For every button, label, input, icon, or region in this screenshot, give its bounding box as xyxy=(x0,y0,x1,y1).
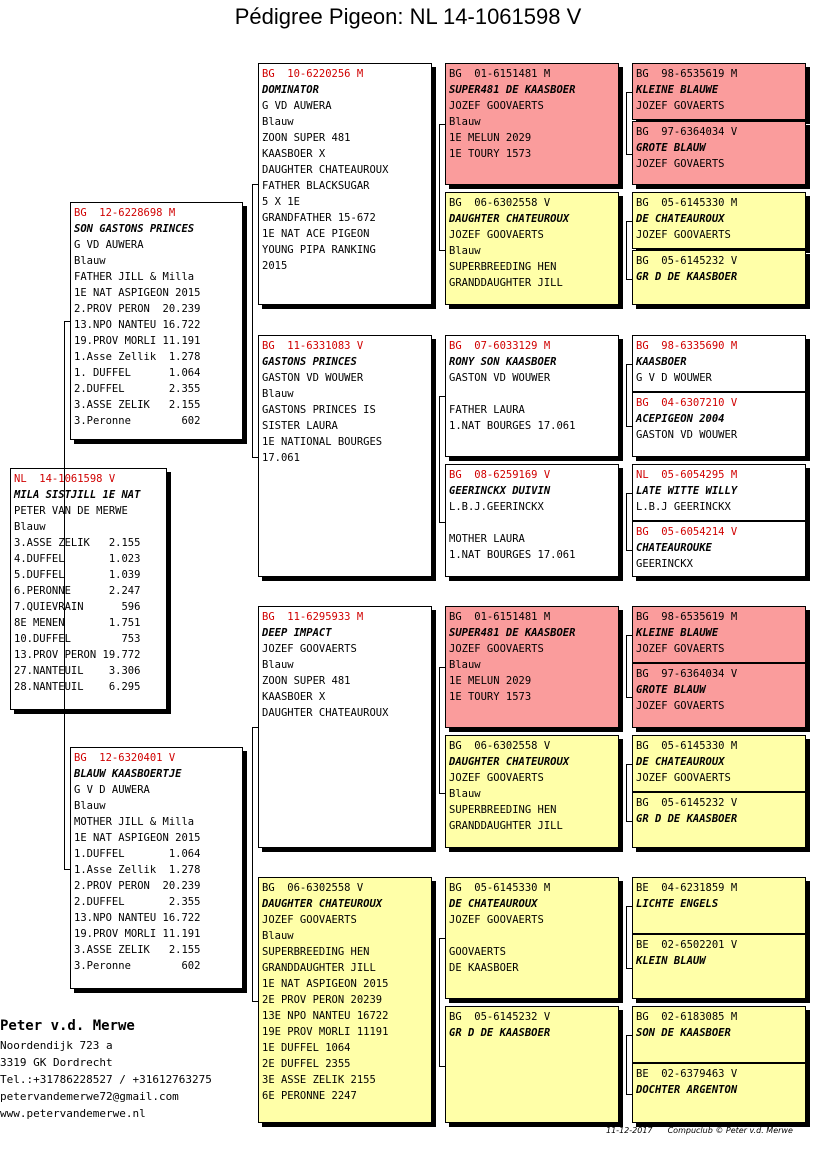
pigeon-name: KAASBOER xyxy=(636,356,687,368)
pigeon-name: GROTE BLAUW xyxy=(636,684,706,696)
pigeon-detail-line: ZOON SUPER 481 xyxy=(262,675,351,687)
pigeon-card-mff xyxy=(445,606,619,728)
pigeon-card-mm xyxy=(258,877,432,1123)
pigeon-detail-line: GRANDFATHER 15-672 xyxy=(262,212,376,224)
footer-date: 11-12-2017 xyxy=(606,1126,653,1135)
pedigree-connector xyxy=(252,727,259,1002)
pigeon-name: ACEPIGEON 2004 xyxy=(636,413,725,425)
pigeon-detail-line: SUPERBREEDING HEN xyxy=(449,804,557,816)
pigeon-name: DOCHTER ARGENTON xyxy=(636,1084,738,1096)
ring-number: BE 02-6379463 V xyxy=(636,1068,738,1080)
ring-number: BG 06-6302558 V xyxy=(449,740,551,752)
pigeon-detail-line: 1E NAT ASPIGEON 2015 xyxy=(74,832,201,844)
pedigree-connector xyxy=(439,396,446,523)
owner-phone: Tel.:+31786228527 / +31612763275 xyxy=(0,1073,212,1086)
ring-number: BG 12-6320401 V xyxy=(74,752,176,764)
pigeon-detail-line: 1.Asse Zellik 1.278 xyxy=(74,864,201,876)
pigeon-detail-line: Blauw xyxy=(262,116,294,128)
pigeon-name: DAUGHTER CHATEUROUX xyxy=(449,213,570,225)
pigeon-detail-line: FATHER BLACKSUGAR xyxy=(262,180,370,192)
pigeon-detail-line: 5 X 1E xyxy=(262,196,300,208)
breeder-name: GASTON VD WOUWER xyxy=(636,429,738,441)
pigeon-detail-line: 6E PERONNE 2247 xyxy=(262,1090,357,1102)
ring-number: BG 08-6259169 V xyxy=(449,469,551,481)
owner-email[interactable]: petervandemerwe72@gmail.com xyxy=(0,1090,179,1103)
ring-number: BG 04-6307210 V xyxy=(636,397,738,409)
breeder-name: JOZEF GOOVAERTS xyxy=(636,229,731,241)
pigeon-name: GASTONS PRINCES xyxy=(262,356,357,368)
pedigree-connector xyxy=(626,364,633,427)
pigeon-detail-line: 13E NPO NANTEU 16722 xyxy=(262,1010,389,1022)
pigeon-name: GR D DE KAASBOER xyxy=(636,813,738,825)
pigeon-detail-line: Blauw xyxy=(262,388,294,400)
page-title: Pédigree Pigeon: NL 14-1061598 V xyxy=(234,4,582,29)
pigeon-card-g5 xyxy=(632,335,806,392)
pigeon-card-ff xyxy=(258,63,432,305)
pigeon-name: SON GASTONS PRINCES xyxy=(74,223,195,235)
ring-number: BG 98-6535619 M xyxy=(636,68,738,80)
footer-credit: Compuclub © Peter v.d. Merwe xyxy=(667,1126,793,1135)
ring-number: BG 06-6302558 V xyxy=(449,197,551,209)
pedigree-connector xyxy=(626,906,633,969)
pigeon-name: KLEINE BLAUWE xyxy=(636,84,719,96)
pigeon-detail-line: 8E MENEN 1.751 xyxy=(14,617,141,629)
pigeon-card-g16 xyxy=(632,1063,806,1123)
ring-number: BG 98-6535619 M xyxy=(636,611,738,623)
pigeon-card-g7 xyxy=(632,464,806,521)
pedigree-connector xyxy=(439,667,446,794)
pigeon-detail-line: 3.Peronne 602 xyxy=(74,415,201,427)
pigeon-detail-line: 4.DUFFEL 1.023 xyxy=(14,553,141,565)
pigeon-detail-line: 7.QUIEVRAIN 596 xyxy=(14,601,141,613)
ring-number: BG 97-6364034 V xyxy=(636,126,738,138)
pigeon-detail-line: 1E TOURY 1573 xyxy=(449,691,532,703)
breeder-name: L.B.J GEERINCKX xyxy=(636,501,731,513)
footer xyxy=(606,1126,793,1135)
pigeon-card-g9 xyxy=(632,606,806,663)
breeder-name: JOZEF GOVAERTS xyxy=(636,643,725,655)
pigeon-card-fmm xyxy=(445,464,619,577)
pigeon-detail-line: 1.DUFFEL 1.064 xyxy=(74,848,201,860)
pedigree-connector xyxy=(626,92,633,156)
breeder-name: JOZEF GOOVAERTS xyxy=(449,100,544,112)
owner-website[interactable]: www.petervandemerwe.nl xyxy=(0,1107,146,1120)
pigeon-detail-line: Blauw xyxy=(449,788,481,800)
pigeon-name: GR D DE KAASBOER xyxy=(636,271,738,283)
pigeon-detail-line: KAASBOER X xyxy=(262,691,326,703)
breeder-name: JOZEF GOOVAERTS xyxy=(449,643,544,655)
pigeon-detail-line: 1.NAT BOURGES 17.061 xyxy=(449,549,576,561)
pigeon-card-g8 xyxy=(632,521,806,577)
pigeon-detail-line: Blauw xyxy=(449,659,481,671)
pigeon-card-g4 xyxy=(632,250,806,305)
ring-number: BE 02-6502201 V xyxy=(636,939,738,951)
pigeon-detail-line: SUPERBREEDING HEN xyxy=(449,261,557,273)
pigeon-name: DE CHATEAUROUX xyxy=(636,756,725,768)
ring-number: BG 05-6054214 V xyxy=(636,526,738,538)
pigeon-name: MILA SISTJILL 1E NAT xyxy=(14,489,141,501)
pedigree-connector xyxy=(439,938,446,1067)
ring-number: BG 05-6145232 V xyxy=(636,797,738,809)
pigeon-detail-line: 6.PERONNE 2.247 xyxy=(14,585,141,597)
pigeon-detail-line: ZOON SUPER 481 xyxy=(262,132,351,144)
breeder-name: JOZEF GOVAERTS xyxy=(636,158,725,170)
pigeon-name: GROTE BLAUW xyxy=(636,142,706,154)
pigeon-name: KLEIN BLAUW xyxy=(636,955,706,967)
owner-name: Peter v.d. Merwe xyxy=(0,1018,135,1034)
pigeon-detail-line: SUPERBREEDING HEN xyxy=(262,946,370,958)
pigeon-card-mf xyxy=(258,606,432,848)
pigeon-detail-line: 2015 xyxy=(262,260,288,272)
pigeon-card-mother xyxy=(70,747,243,989)
pigeon-name: LATE WITTE WILLY xyxy=(636,485,738,497)
pigeon-name: DE CHATEAUROUX xyxy=(636,213,725,225)
ring-number: BG 05-6145232 V xyxy=(449,1011,551,1023)
ring-number: BG 05-6145330 M xyxy=(636,740,738,752)
pigeon-detail-line: 3.ASSE ZELIK 2.155 xyxy=(74,944,201,956)
pedigree-connector xyxy=(252,184,259,458)
breeder-name: JOZEF GOOVAERTS xyxy=(262,914,357,926)
pigeon-detail-line: 1E NAT ASPIGEON 2015 xyxy=(262,978,389,990)
pigeon-detail-line: DE KAASBOER xyxy=(449,962,519,974)
pigeon-detail-line: 2E PROV PERON 20239 xyxy=(262,994,383,1006)
ring-number: BG 98-6335690 M xyxy=(636,340,738,352)
pigeon-name: KLEINE BLAUWE xyxy=(636,627,719,639)
ring-number: BG 01-6151481 M xyxy=(449,611,551,623)
pigeon-detail-line: 1.Asse Zellik 1.278 xyxy=(74,351,201,363)
pigeon-name: BLAUW KAASBOERTJE xyxy=(74,768,182,780)
pedigree-connector xyxy=(439,124,446,251)
pigeon-name: RONY SON KAASBOER xyxy=(449,356,557,368)
pedigree-connector xyxy=(626,635,633,698)
pedigree-connector xyxy=(64,321,71,870)
pigeon-card-mfm xyxy=(445,735,619,848)
breeder-name: L.B.J.GEERINCKX xyxy=(449,501,544,513)
ring-number: BG 12-6228698 M xyxy=(74,207,176,219)
ring-number: BG 05-6145330 M xyxy=(636,197,738,209)
pigeon-detail-line: 13.PROV PERON 19.772 xyxy=(14,649,141,661)
pigeon-detail-line: Blauw xyxy=(449,245,481,257)
pigeon-detail-line: 2E DUFFEL 2355 xyxy=(262,1058,351,1070)
pigeon-detail-line: 27.NANTEUIL 3.306 xyxy=(14,665,141,677)
ring-number: BG 05-6145232 V xyxy=(636,255,738,267)
pigeon-card-subject xyxy=(10,468,167,710)
pigeon-card-fmf xyxy=(445,335,619,457)
pigeon-card-g2 xyxy=(632,121,806,185)
pigeon-detail-line: KAASBOER X xyxy=(262,148,326,160)
ring-number: BG 05-6145330 M xyxy=(449,882,551,894)
pigeon-detail-line: SISTER LAURA xyxy=(262,420,338,432)
pigeon-card-g11 xyxy=(632,735,806,792)
breeder-name: JOZEF GOOVAERTS xyxy=(449,229,544,241)
pigeon-name: CHATEAUROUKE xyxy=(636,542,712,554)
pigeon-detail-line: Blauw xyxy=(74,255,106,267)
breeder-name: JOZEF GOOVAERTS xyxy=(262,643,357,655)
breeder-name: GEERINCKX xyxy=(636,558,693,570)
pigeon-card-g10 xyxy=(632,663,806,728)
breeder-name: GASTON VD WOUWER xyxy=(262,372,364,384)
pigeon-name: DEEP IMPACT xyxy=(262,627,332,639)
pigeon-card-mmm xyxy=(445,1006,619,1123)
ring-number: BG 11-6331083 V xyxy=(262,340,364,352)
owner-block xyxy=(0,1018,212,1122)
pigeon-detail-line: Blauw xyxy=(14,521,46,533)
pigeon-detail-line: 1E NAT ASPIGEON 2015 xyxy=(74,287,201,299)
pigeon-card-g1 xyxy=(632,63,806,120)
pigeon-card-ffm xyxy=(445,192,619,305)
pigeon-detail-line: 17.061 xyxy=(262,452,300,464)
pedigree-connector xyxy=(626,1035,633,1096)
pigeon-detail-line: 2.DUFFEL 2.355 xyxy=(74,383,201,395)
pigeon-detail-line: Blauw xyxy=(449,116,481,128)
breeder-name: G V D WOUWER xyxy=(636,372,712,384)
pigeon-detail-line: 2.PROV PERON 20.239 xyxy=(74,303,201,315)
pigeon-detail-line: MOTHER LAURA xyxy=(449,533,525,545)
pigeon-card-g13 xyxy=(632,877,806,934)
owner-address-city: 3319 GK Dordrecht xyxy=(0,1056,113,1069)
pigeon-card-fm xyxy=(258,335,432,577)
pigeon-detail-line: 1. DUFFEL 1.064 xyxy=(74,367,201,379)
pigeon-detail-line: 3E ASSE ZELIK 2155 xyxy=(262,1074,376,1086)
pigeon-card-g15 xyxy=(632,1006,806,1063)
pigeon-detail-line: FATHER LAURA xyxy=(449,404,525,416)
pigeon-detail-line xyxy=(449,515,615,531)
pigeon-detail-line: MOTHER JILL & Milla xyxy=(74,816,195,828)
pigeon-detail-line: DAUGHTER CHATEAUROUX xyxy=(262,707,389,719)
ring-number: BG 07-6033129 M xyxy=(449,340,551,352)
ring-number: BG 11-6295933 M xyxy=(262,611,364,623)
pedigree-connector xyxy=(626,493,633,552)
breeder-name: JOZEF GOVAERTS xyxy=(636,100,725,112)
breeder-name: JOZEF GOOVAERTS xyxy=(636,772,731,784)
pigeon-detail-line: GRANDDAUGHTER JILL xyxy=(262,962,376,974)
pigeon-detail-line: 2.DUFFEL 2.355 xyxy=(74,896,201,908)
ring-number: BE 04-6231859 M xyxy=(636,882,738,894)
pigeon-detail-line: GRANDDAUGHTER JILL xyxy=(449,820,563,832)
ring-number: NL 14-1061598 V xyxy=(14,473,116,485)
pigeon-detail-line: YOUNG PIPA RANKING xyxy=(262,244,376,256)
ring-number: BG 02-6183085 M xyxy=(636,1011,738,1023)
pigeon-detail-line: 1E NAT ACE PIGEON xyxy=(262,228,370,240)
pigeon-name: GR D DE KAASBOER xyxy=(449,1027,551,1039)
pigeon-card-g3 xyxy=(632,192,806,249)
pigeon-detail-line xyxy=(449,928,615,944)
pigeon-card-fff xyxy=(445,63,619,185)
ring-number: BG 97-6364034 V xyxy=(636,668,738,680)
pigeon-detail-line: GASTONS PRINCES IS xyxy=(262,404,376,416)
breeder-name: PETER VAN DE MERWE xyxy=(14,505,128,517)
pigeon-name: SUPER481 DE KAASBOER xyxy=(449,84,576,96)
pigeon-name: SON DE KAASBOER xyxy=(636,1027,731,1039)
pigeon-card-g14 xyxy=(632,934,806,999)
pigeon-detail-line: GOOVAERTS xyxy=(449,946,506,958)
ring-number: NL 05-6054295 M xyxy=(636,469,738,481)
pigeon-name: DAUGHTER CHATEUROUX xyxy=(449,756,570,768)
pigeon-card-father xyxy=(70,202,243,440)
pigeon-name: LICHTE ENGELS xyxy=(636,898,719,910)
pigeon-detail-line: 1.NAT BOURGES 17.061 xyxy=(449,420,576,432)
pigeon-detail-line: 10.DUFFEL 753 xyxy=(14,633,141,645)
pigeon-detail-line xyxy=(449,386,615,402)
pigeon-detail-line: 1E NATIONAL BOURGES xyxy=(262,436,383,448)
pigeon-detail-line: Blauw xyxy=(262,659,294,671)
pigeon-detail-line: 3.ASSE ZELIK 2.155 xyxy=(74,399,201,411)
pigeon-detail-line: Blauw xyxy=(74,800,106,812)
breeder-name: JOZEF GOOVAERTS xyxy=(449,772,544,784)
pigeon-detail-line: 13.NPO NANTEU 16.722 xyxy=(74,912,201,924)
pigeon-name: GEERINCKX DUIVIN xyxy=(449,485,551,497)
owner-address-street: Noordendijk 723 a xyxy=(0,1039,113,1052)
pigeon-name: DOMINATOR xyxy=(262,84,319,96)
pigeon-detail-line: FATHER JILL & Milla xyxy=(74,271,195,283)
pigeon-detail-line: 1E DUFFEL 1064 xyxy=(262,1042,351,1054)
ring-number: BG 06-6302558 V xyxy=(262,882,364,894)
pigeon-card-g6 xyxy=(632,392,806,457)
pigeon-detail-line: 19.PROV MORLI 11.191 xyxy=(74,335,201,347)
pigeon-detail-line: GRANDDAUGHTER JILL xyxy=(449,277,563,289)
ring-number: BG 01-6151481 M xyxy=(449,68,551,80)
pigeon-detail-line: 1E MELUN 2029 xyxy=(449,675,532,687)
pigeon-detail-line: 1E TOURY 1573 xyxy=(449,148,532,160)
pigeon-detail-line: 5.DUFFEL 1.039 xyxy=(14,569,141,581)
pigeon-detail-line: 1E MELUN 2029 xyxy=(449,132,532,144)
pigeon-card-mmf xyxy=(445,877,619,999)
breeder-name: G V D AUWERA xyxy=(74,784,150,796)
pigeon-detail-line: 19.PROV MORLI 11.191 xyxy=(74,928,201,940)
breeder-name: JOZEF GOVAERTS xyxy=(636,700,725,712)
pigeon-name: SUPER481 DE KAASBOER xyxy=(449,627,576,639)
pigeon-name: DAUGHTER CHATEUROUX xyxy=(262,898,383,910)
pigeon-detail-line: 3.Peronne 602 xyxy=(74,960,201,972)
breeder-name: G VD AUWERA xyxy=(262,100,332,112)
pigeon-detail-line: Blauw xyxy=(262,930,294,942)
pigeon-card-g12 xyxy=(632,792,806,848)
pedigree-connector xyxy=(626,221,633,280)
pigeon-detail-line: 3.ASSE ZELIK 2.155 xyxy=(14,537,141,549)
breeder-name: GASTON VD WOUWER xyxy=(449,372,551,384)
ring-number: BG 10-6220256 M xyxy=(262,68,364,80)
breeder-name: G VD AUWERA xyxy=(74,239,144,251)
breeder-name: JOZEF GOOVAERTS xyxy=(449,914,544,926)
pigeon-detail-line: 28.NANTEUIL 6.295 xyxy=(14,681,141,693)
pigeon-detail-line: 2.PROV PERON 20.239 xyxy=(74,880,201,892)
pigeon-name: DE CHATEAUROUX xyxy=(449,898,538,910)
pigeon-detail-line: 13.NPO NANTEU 16.722 xyxy=(74,319,201,331)
pigeon-detail-line: DAUGHTER CHATEAUROUX xyxy=(262,164,389,176)
pigeon-detail-line: 19E PROV MORLI 11191 xyxy=(262,1026,389,1038)
pedigree-connector xyxy=(626,764,633,823)
